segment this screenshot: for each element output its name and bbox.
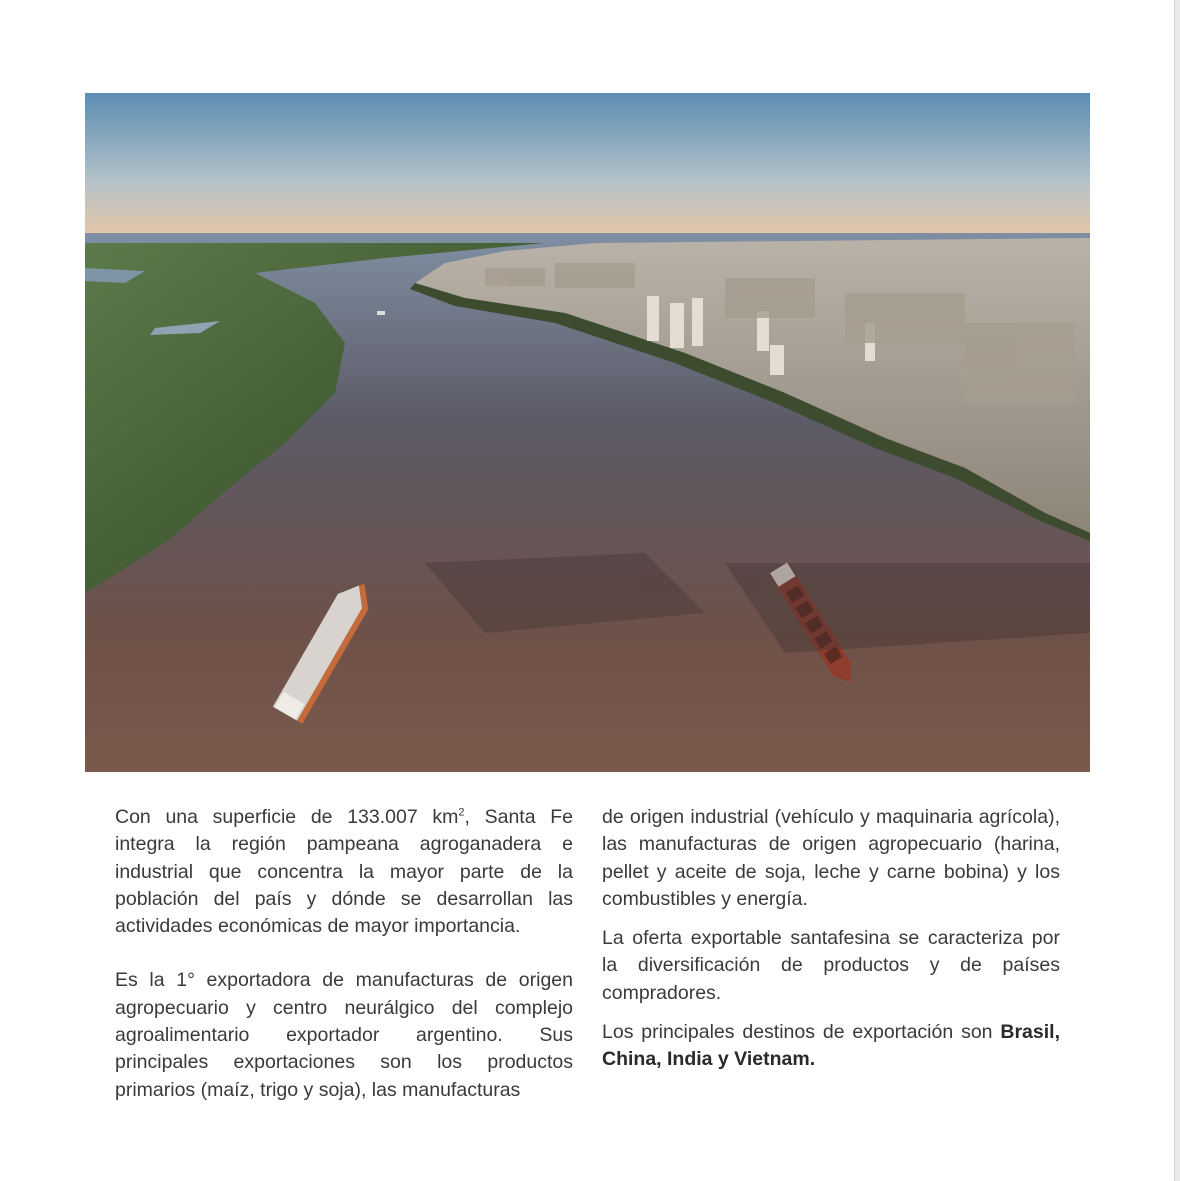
paragraph-superficie-part2: , Santa Fe integra la región pampeana agroganadera e industrial que concentra la mayor parte de la población del país y dónde se desarrollan las actividades económicas de mayor importancia. — [115, 806, 574, 938]
page-edge — [1174, 0, 1180, 1181]
paragraph-superficie — [115, 804, 573, 940]
squared-superscript: 2 — [458, 806, 465, 819]
paragraph-origen-industrial: de origen industrial (vehículo y maquinaria agrícola), las manufacturas de origen agropecuario (harina, pellet y aceite de soja, leche y carne bobina) y los combustibles y energía. — [602, 806, 1060, 910]
paragraph-exportadora: Es la 1° exportadora de manufacturas de origen agropecuario y centro neurálgico del complejo agroalimentario exportador argentino. Sus principales exportaciones son los productos primarios (maíz, trigo y soja), las manufacturas — [115, 969, 573, 1101]
right-text-column — [602, 804, 1060, 1074]
paragraph-superficie-part1: Con una superficie de 133.007 km — [115, 806, 459, 828]
left-text-column — [115, 804, 573, 1104]
paragraph-destinos-text: Los principales destinos de exportación son — [602, 1021, 1001, 1044]
destinos-countries: Brasil, China, India y Vietnam. — [602, 1021, 1060, 1071]
paragraph-oferta-exportable: La oferta exportable santafesina se caracteriza por la diversificación de productos y de países compradores. — [602, 927, 1060, 1004]
paragraph-destinos — [602, 1019, 1060, 1074]
aerial-river-city-photo — [85, 93, 1090, 772]
